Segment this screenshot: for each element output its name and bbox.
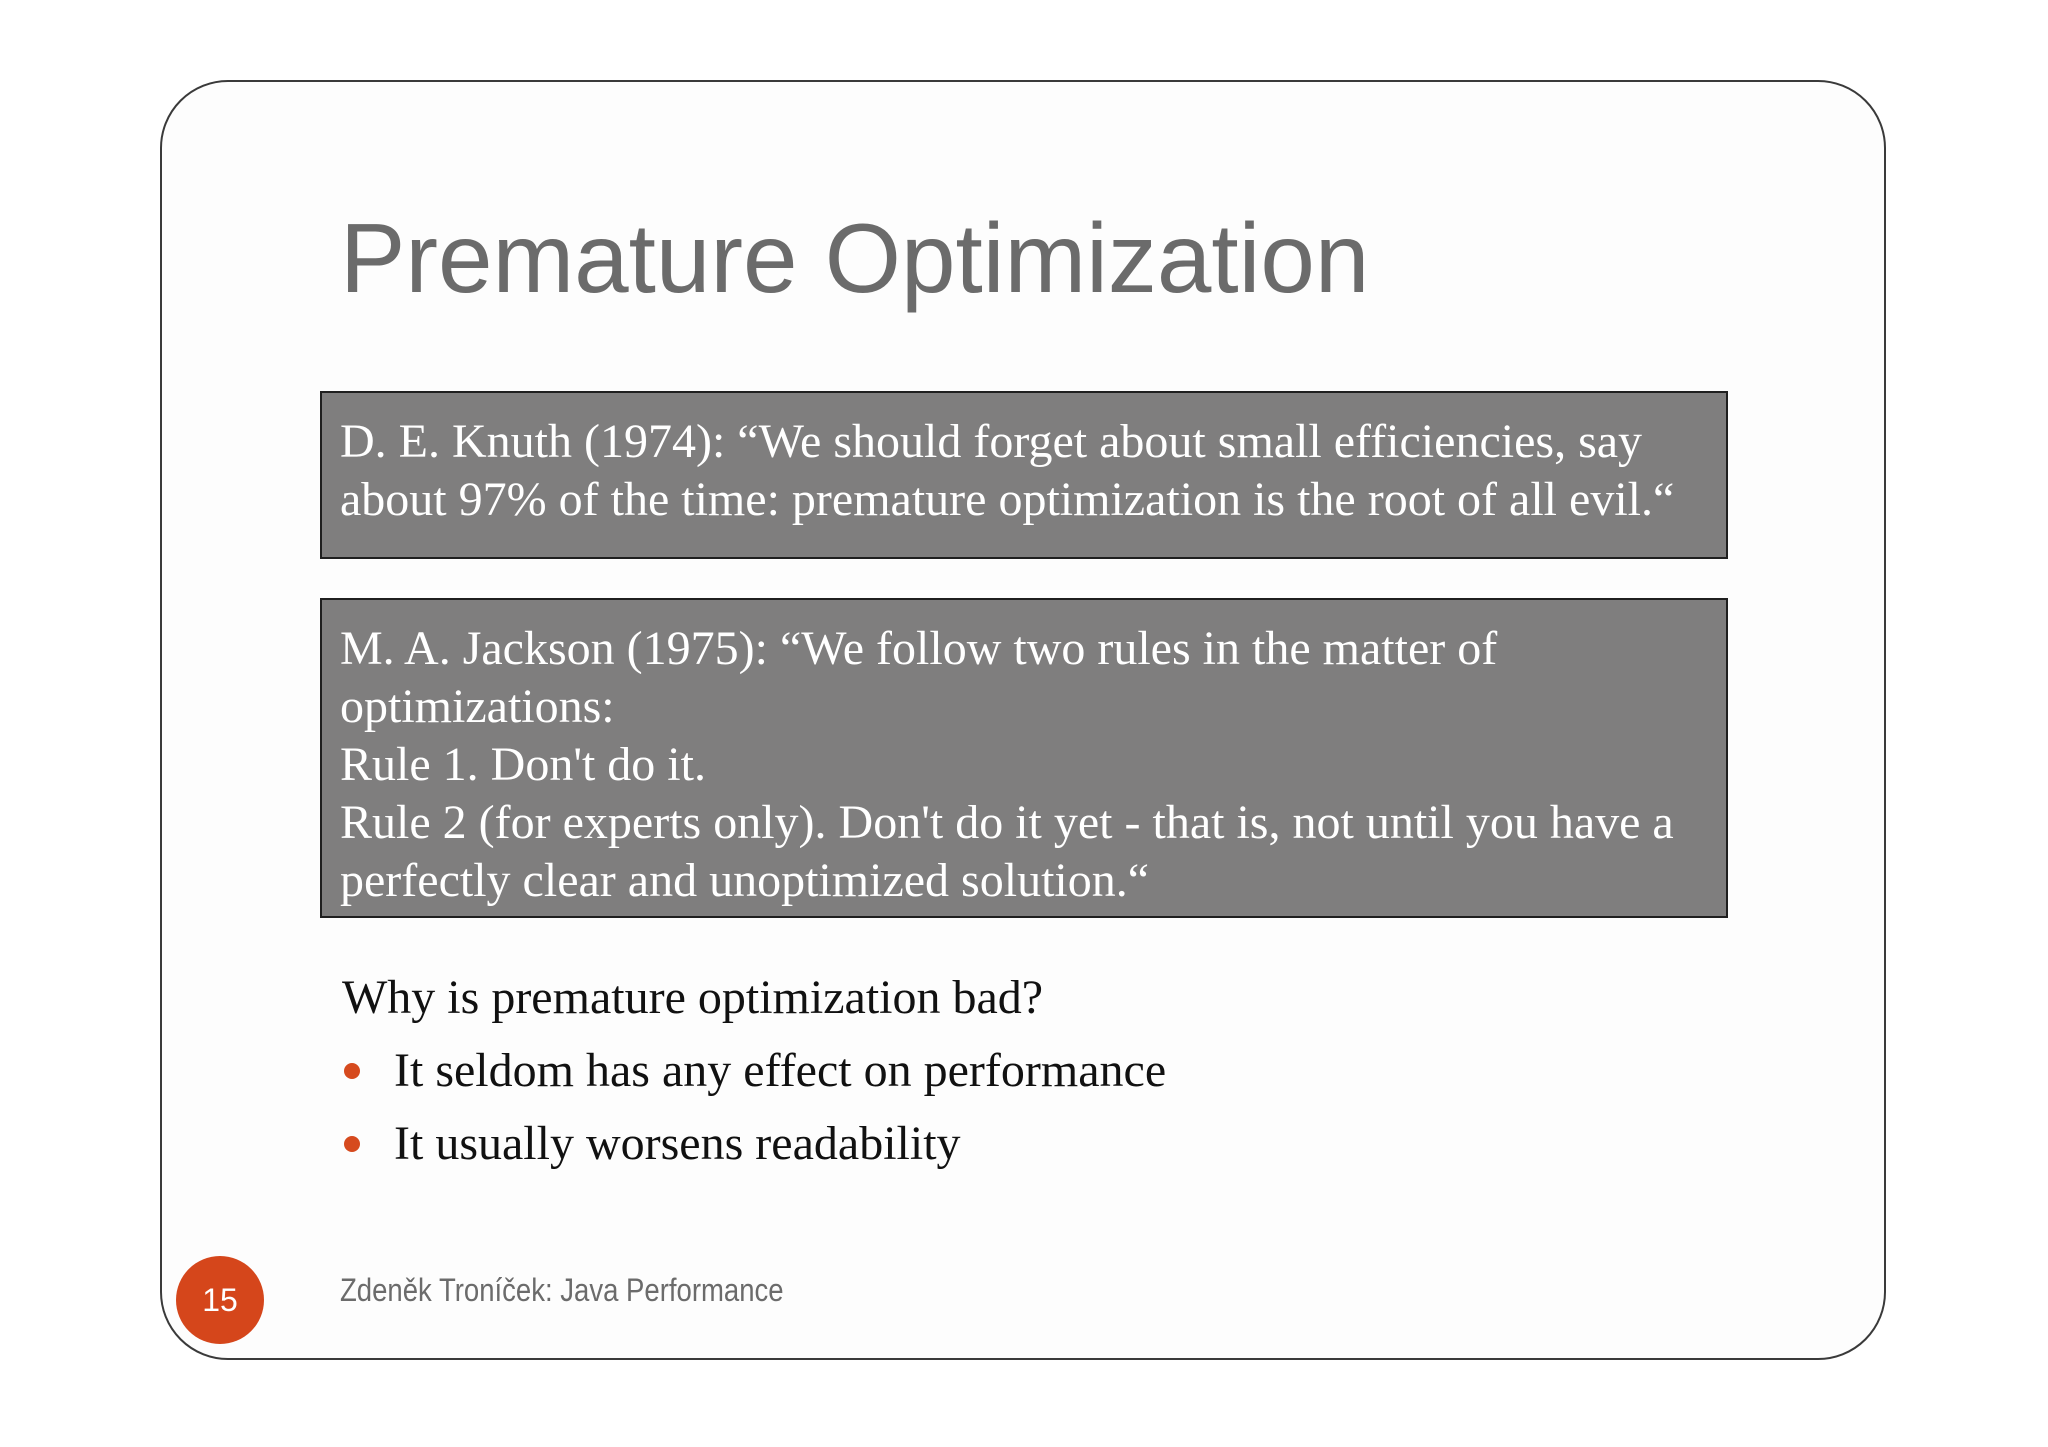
footer-text: Zdeněk Troníček: Java Performance [340, 1272, 784, 1308]
bullet-dot-icon [344, 1136, 360, 1152]
slide-title: Premature Optimization [340, 203, 1370, 313]
quote-line: M. A. Jackson (1975): “We follow two rules in the matter of [340, 622, 1498, 675]
quote-line: Rule 2 (for experts only). Don't do it yet - that is, not until you have a [340, 796, 1674, 849]
bullet-text: It seldom has any effect on performance [394, 1044, 1167, 1097]
bullet-dot-icon [344, 1063, 360, 1079]
bullet-text: It usually worsens readability [394, 1117, 961, 1170]
quote-line: Rule 1. Don't do it. [340, 738, 706, 791]
jackson-quote-box [320, 598, 1728, 918]
page-number-badge: 15 [176, 1256, 264, 1344]
question-text: Why is premature optimization bad? [342, 971, 1044, 1024]
quote-line: perfectly clear and unoptimized solution.“ [340, 854, 1150, 907]
quote-line: optimizations: [340, 680, 615, 733]
quote-line: D. E. Knuth (1974): “We should forget about small efficiencies, say [340, 415, 1643, 468]
quote-line: about 97% of the time: premature optimization is the root of all evil.“ [340, 473, 1675, 526]
knuth-quote-box [320, 391, 1728, 559]
